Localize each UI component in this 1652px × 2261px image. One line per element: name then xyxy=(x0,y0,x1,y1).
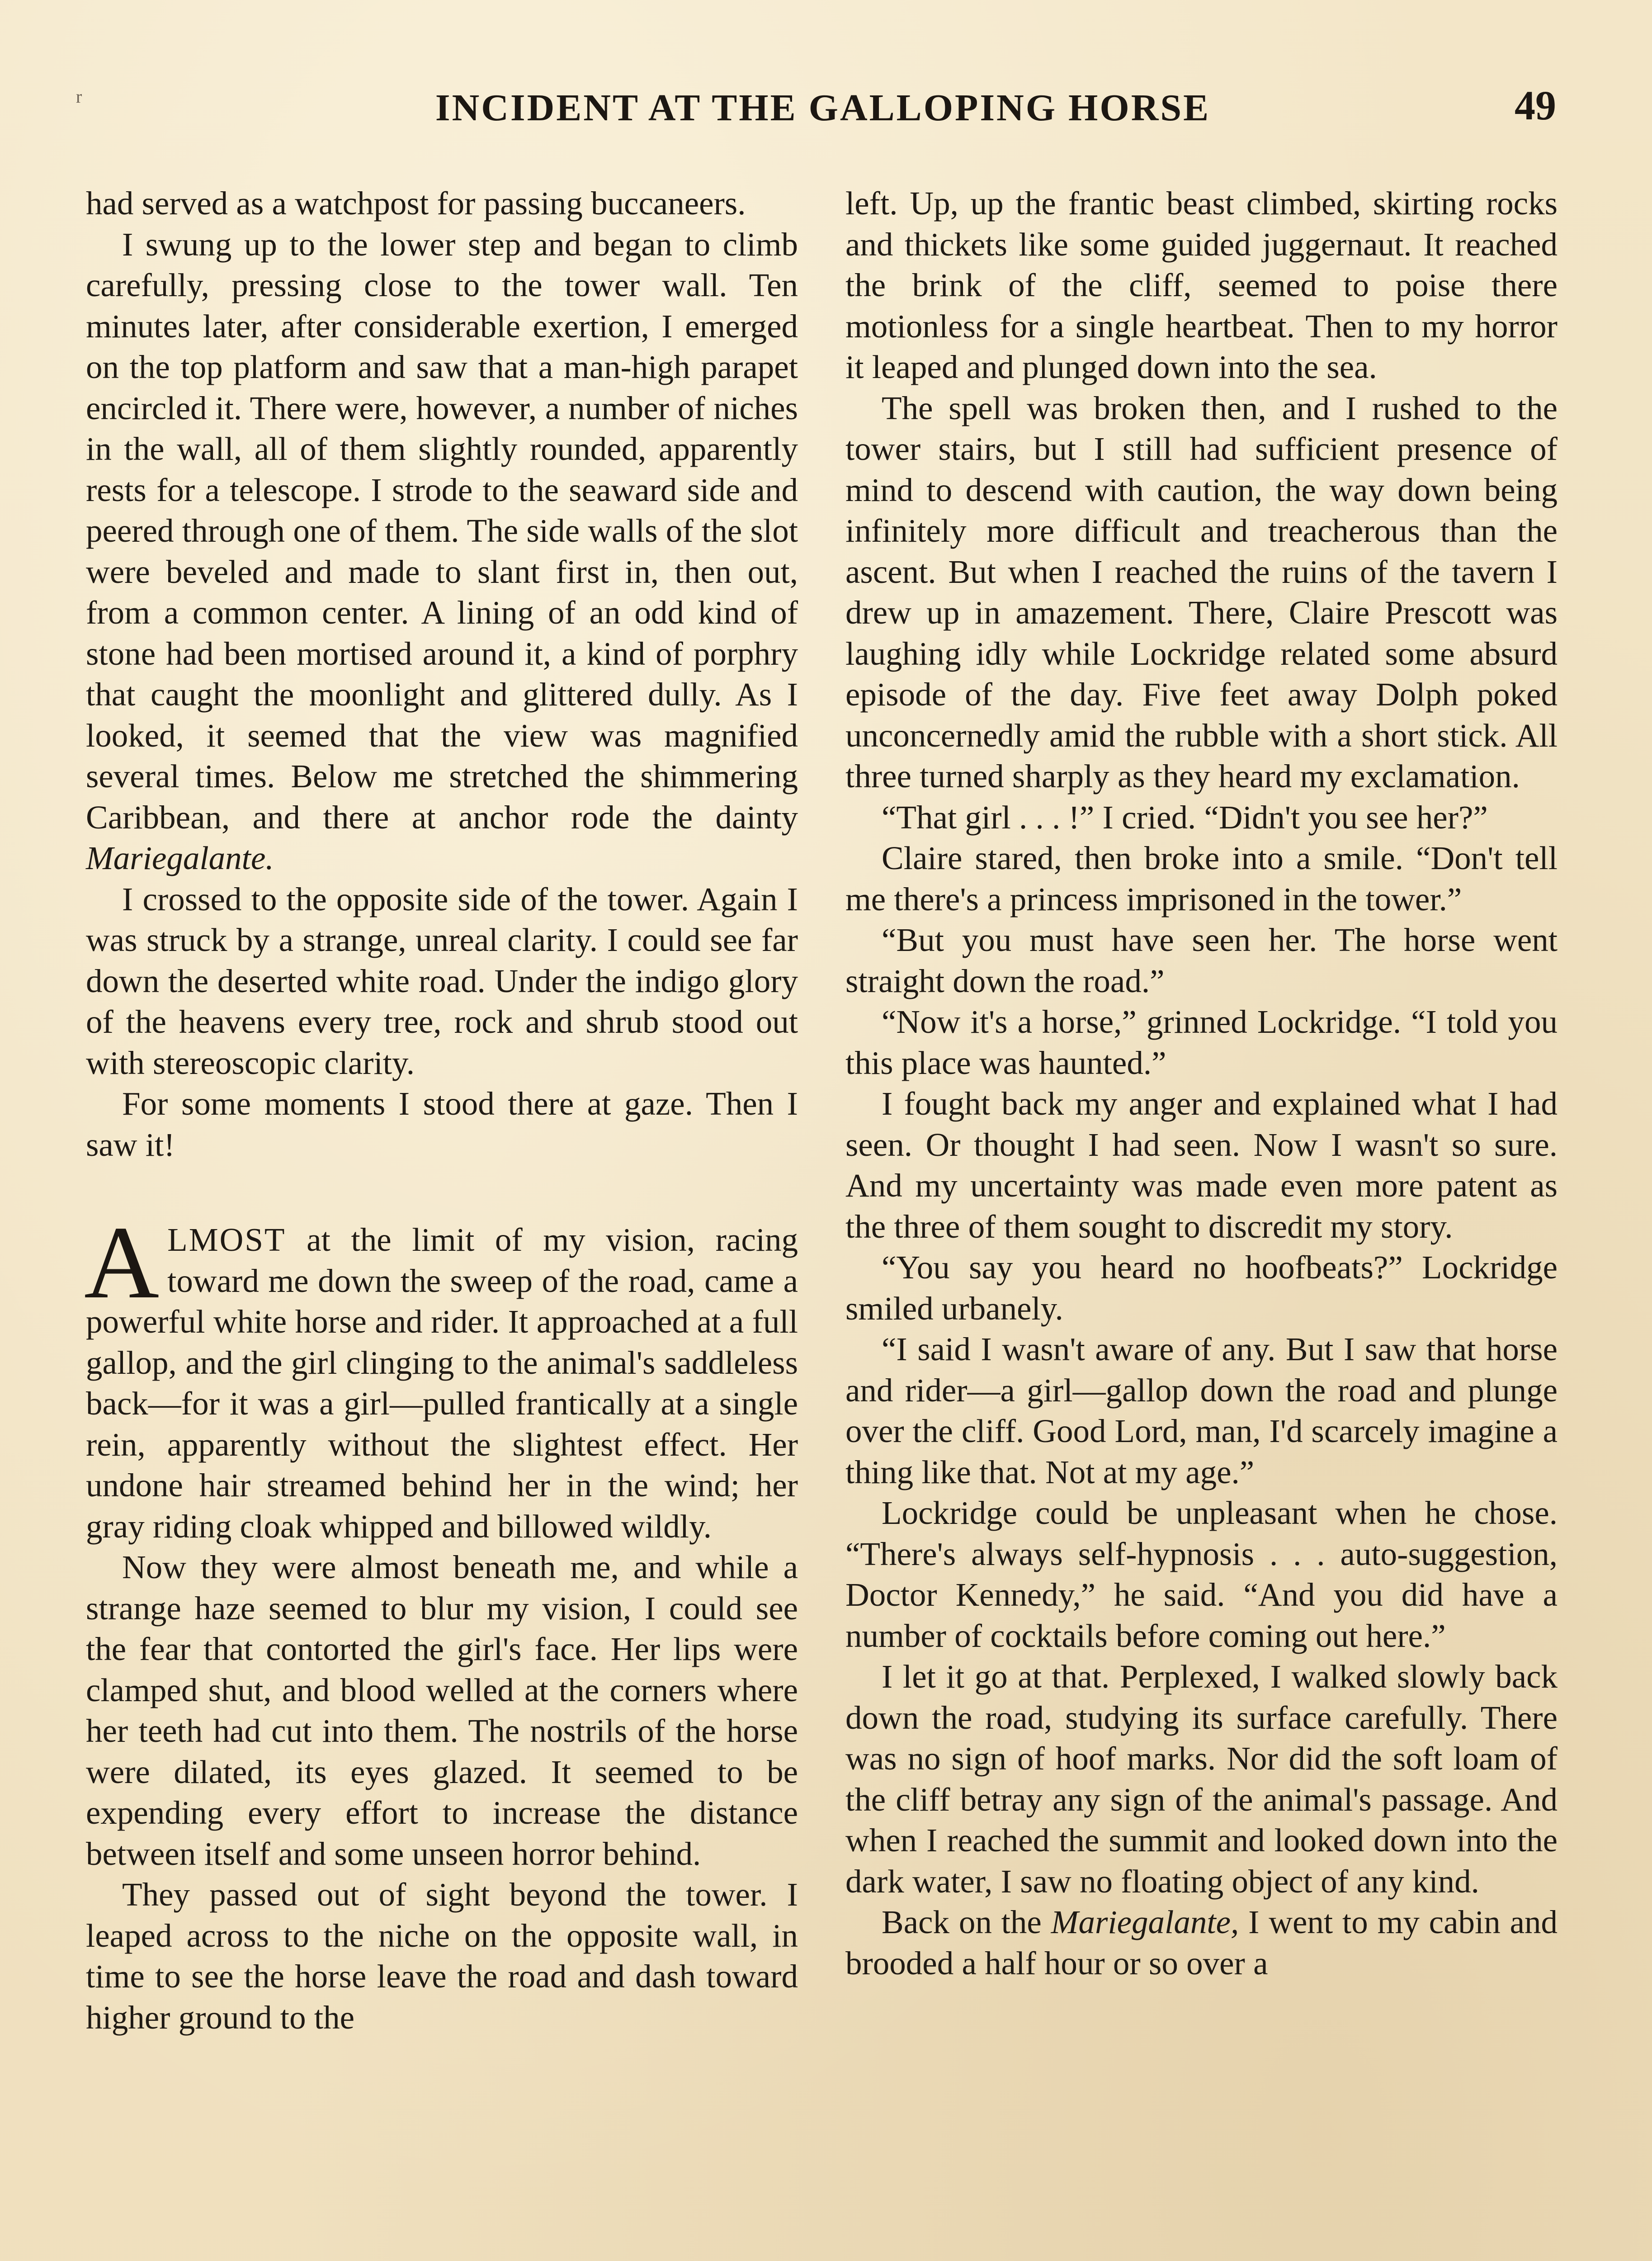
left-column xyxy=(86,183,798,2038)
corner-pencil-mark: r xyxy=(76,86,82,107)
right-column xyxy=(845,183,1558,1984)
section-opening-paragraph xyxy=(84,1205,798,1547)
paragraph: “Now it's a horse,” grinned Lockridge. “I told you this place was haunted.” xyxy=(845,1003,1558,1081)
paragraph-text: I swung up to the lower step and began to climb carefully, pressing close to the tower wall. Ten minutes later, after considerable exertion, I emerged on the top platform and saw that a man-high parapet encircled it. There were, however, a number of niches in the wall, all of them slightly rounded, apparently rests for a telescope. I strode to the seaward side and peered through one of them. The side walls of the slot were beveled and made to slant first in, then out, from a common center. A lining of an odd kind of stone had been mortised around it, a kind of porphry that caught the moonlight and glittered dully. As I looked, it seemed that the view was magnified several times. Below me stretched the shimmering Caribbean, and there at anchor rode the dainty xyxy=(86,226,798,836)
paragraph xyxy=(86,224,798,879)
paragraph: “But you must have seen her. The horse went straight down the road.” xyxy=(845,922,1558,999)
paragraph: “I said I wasn't aware of any. But I saw that horse and rider—a girl—gallop down the road and plunge over the cliff. Good Lord, man, I'd scarcely imagine a thing like that. Not at my age.” xyxy=(845,1331,1558,1490)
page-number: 49 xyxy=(1515,82,1556,128)
paragraph: had served as a watchpost for passing buccaneers. xyxy=(86,185,746,222)
paragraph: They passed out of sight beyond the tower. I leaped across to the niche on the opposite wall, in time to see the horse leave the road and dash toward higher ground to the xyxy=(86,1876,798,2036)
paragraph: Claire stared, then broke into a smile. “Don't tell me there's a princess imprisoned in the tower.” xyxy=(845,840,1558,918)
ship-name: Mariegalante, xyxy=(1051,1904,1239,1940)
small-caps-lead: LMOST xyxy=(167,1221,286,1258)
drop-cap: A xyxy=(84,1205,160,1320)
paragraph: I fought back my anger and explained what I had seen. Or thought I had seen. Now I wasn't so sure. And my uncertainty was made even more patent as the three of them sought to discredit my story. xyxy=(845,1085,1558,1245)
paragraph-text: I went to my cabin and brooded a half hour or so over a xyxy=(845,1904,1558,1982)
paragraph: I let it go at that. Perplexed, I walked slowly back down the road, studying its surface carefully. There was no sign of hoof marks. Nor did the soft loam of the cliff betray any sign of the animal's passage. And when I reached the summit and looked down into the dark water, I saw no floating object of any kind. xyxy=(845,1658,1558,1900)
paragraph xyxy=(845,1902,1558,1984)
paragraph: For some moments I stood there at gaze. Then I saw it! xyxy=(86,1085,798,1163)
page-title: INCIDENT AT THE GALLOPING HORSE xyxy=(435,87,1211,129)
paragraph: left. Up, up the frantic beast climbed, skirting rocks and thickets like some guided juggernaut. It reached the brink of the cliff, seemed to poise there motionless for a single heartbeat. Then to my horror it leaped and plunged down into the sea. xyxy=(845,185,1558,385)
paragraph: The spell was broken then, and I rushed to the tower stairs, but I still had sufficient presence of mind to descend with caution, the way down being infinitely more difficult and treacherous than the ascent. But when I reached the ruins of the tavern I drew up in amazement. There, Claire Prescott was laughing idly while Lockridge related some absurd episode of the day. Five feet away Dolph poked unconcernedly amid the rubble with a short stick. All three turned sharply as they heard my exclamation. xyxy=(845,389,1558,795)
paragraph-text: at the limit of my vision, racing toward me down the sweep of the road, came a powerful white horse and rider. It approached at a full gallop, and the girl clinging to the animal's saddleless back—for it was a girl—pulled frantically at a single rein, apparently without the slightest effect. Her undone hair streamed behind her in the wind; her gray riding cloak whipped and billowed wildly. xyxy=(86,1221,798,1545)
paragraph: I crossed to the opposite side of the tower. Again I was struck by a strange, unreal clarity. I could see far down the deserted white road. Under the indigo glory of the heavens every tree, rock and shrub stood out with stereoscopic clarity. xyxy=(86,880,798,1081)
paragraph: Now they were almost beneath me, and while a strange haze seemed to blur my vision, I could see the fear that contorted the girl's face. Her lips were clamped shut, and blood welled at the corners where her teeth had cut into them. The nostrils of the horse were dilated, its eyes glazed. It seemed to be expending every effort to increase the distance between itself and some unseen horror behind. xyxy=(86,1549,798,1872)
paragraph: “You say you heard no hoofbeats?” Lockridge smiled urbanely. xyxy=(845,1249,1558,1327)
paragraph: “That girl . . . !” I cried. “Didn't you see her?” xyxy=(882,799,1488,836)
paragraph-text: Back on the xyxy=(882,1904,1051,1940)
paragraph: Lockridge could be unpleasant when he chose. “There's always self-hypnosis . . . auto-suggestion, Doctor Kennedy,” he said. “And you did have a number of cocktails before coming out here.” xyxy=(845,1495,1558,1654)
ship-name: Mariegalante. xyxy=(86,840,274,876)
